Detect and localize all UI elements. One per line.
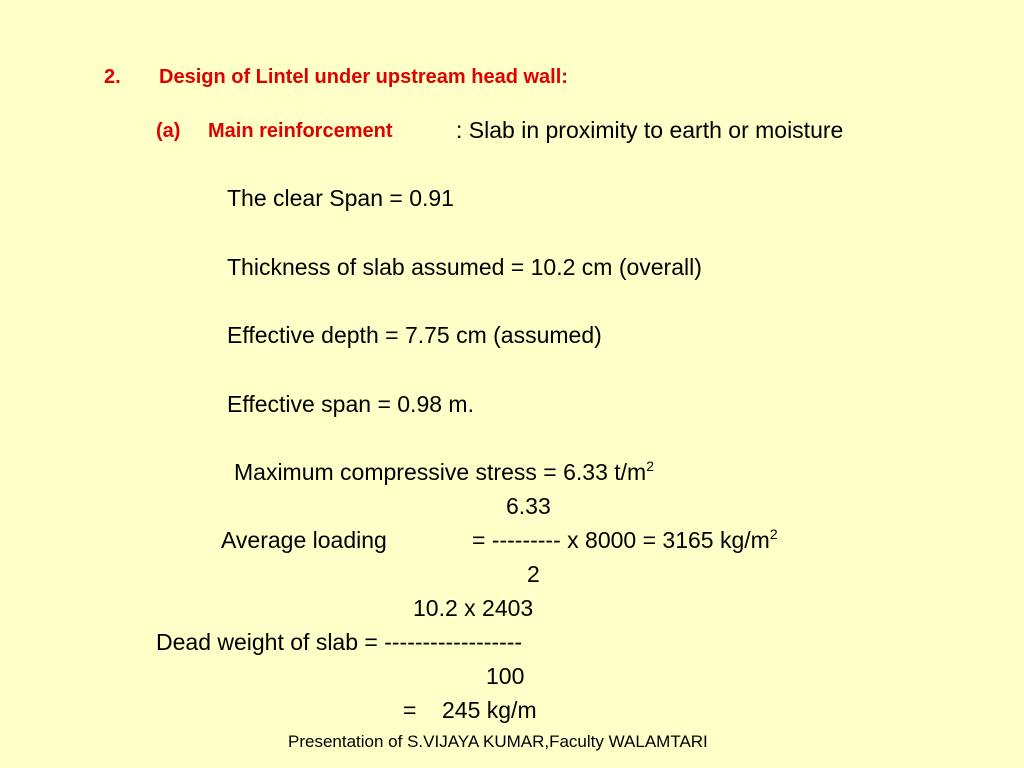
dead-weight-label: Dead weight of slab = ------------------ [156,629,523,655]
avg-loading-expr [472,526,778,553]
heading-title: Design of Lintel under upstream head wall: [159,66,568,88]
thickness-line: Thickness of slab assumed = 10.2 cm (overall) [227,254,702,280]
max-stress-text: Maximum compressive stress = 6.33 t/m [234,459,647,485]
effective-span-line: Effective span = 0.98 m. [227,391,474,417]
effective-depth-line: Effective depth = 7.75 cm (assumed) [227,322,602,348]
avg-loading-label: Average loading [221,527,387,553]
sub-label: (a) [156,120,181,142]
avg-loading-expr-sup: 2 [769,526,778,542]
dead-weight-denominator: 100 [486,663,525,689]
max-stress-sup: 2 [646,458,654,474]
clear-span-line: The clear Span = 0.91 [227,185,454,211]
avg-loading-expr-text: = --------- x 8000 = 3165 kg/m [472,527,770,553]
avg-loading-denominator: 2 [527,561,540,587]
avg-loading-numerator: 6.33 [506,493,551,519]
dead-weight-numerator: 10.2 x 2403 [413,595,534,621]
sub-title: Main reinforcement [208,120,393,142]
max-stress-line [234,458,654,485]
footer-text: Presentation of S.VIJAYA KUMAR,Faculty WALAMTARI [288,732,708,751]
dead-weight-result: = 245 kg/m [403,697,537,723]
heading-number: 2. [104,66,121,88]
sub-text: : Slab in proximity to earth or moisture [456,117,844,143]
